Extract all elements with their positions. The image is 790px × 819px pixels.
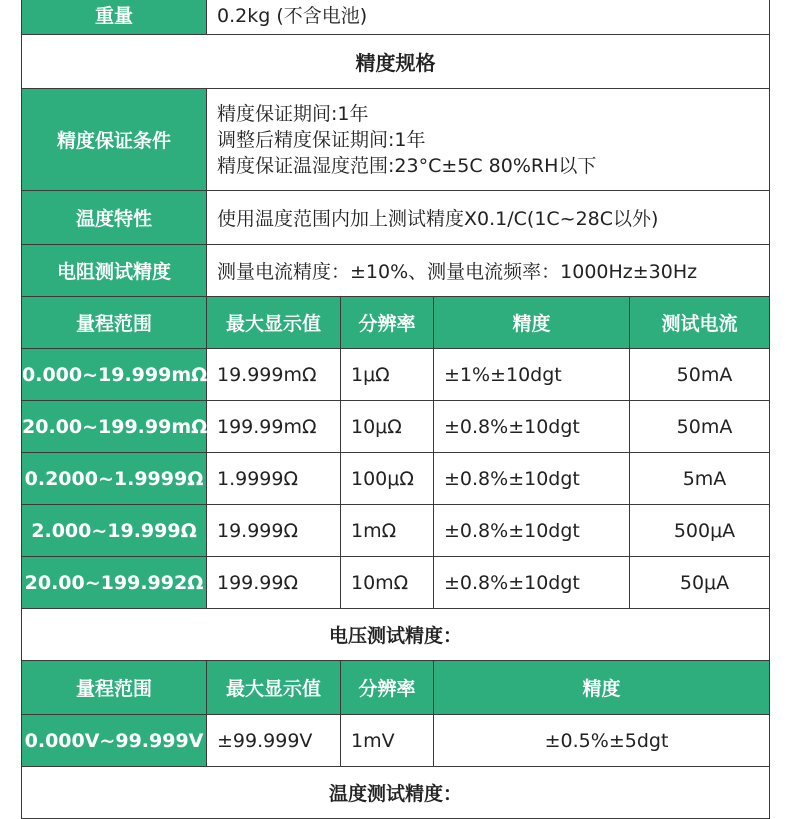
resistance-header-row xyxy=(22,297,770,349)
range-cell: 0.000~19.999mΩ xyxy=(22,349,207,401)
header-test-current: 测试电流 xyxy=(630,297,770,349)
max-display-cell: 19.999mΩ xyxy=(207,349,341,401)
header-accuracy: 精度 xyxy=(434,297,630,349)
accuracy-conditions-label: 精度保证条件 xyxy=(22,89,207,191)
range-cell: 20.00~199.992Ω xyxy=(22,557,207,609)
range-cell: 0.2000~1.9999Ω xyxy=(22,453,207,505)
header-max-display: 最大显示值 xyxy=(207,661,341,715)
header-resolution: 分辨率 xyxy=(341,661,434,715)
max-display-cell: 199.99Ω xyxy=(207,557,341,609)
temperature-accuracy-title: 温度测试精度： xyxy=(22,767,770,819)
accuracy-conditions-value xyxy=(207,89,770,191)
accuracy-cell: ±0.8%±10dgt xyxy=(434,401,630,453)
header-range: 量程范围 xyxy=(22,297,207,349)
condition-line: 精度保证温湿度范围:23°C±5C 80%RH以下 xyxy=(217,154,597,177)
accuracy-cell: ±0.8%±10dgt xyxy=(434,557,630,609)
resolution-cell: 100μΩ xyxy=(341,453,434,505)
range-cell: 0.000V~99.999V xyxy=(22,715,207,767)
test-current-cell: 50mA xyxy=(630,349,770,401)
weight-label: 重量 xyxy=(22,0,207,35)
resolution-cell: 10μΩ xyxy=(341,401,434,453)
max-display-cell: ±99.999V xyxy=(207,715,341,767)
resolution-cell: 1mΩ xyxy=(341,505,434,557)
weight-value: 0.2kg (不含电池) xyxy=(207,0,770,35)
voltage-title-row xyxy=(22,609,770,661)
test-current-cell: 50μA xyxy=(630,557,770,609)
condition-line: 调整后精度保证期间:1年 xyxy=(217,128,426,151)
range-cell: 20.00~199.99mΩ xyxy=(22,401,207,453)
max-display-cell: 199.99mΩ xyxy=(207,401,341,453)
table-row xyxy=(22,715,770,767)
temp-characteristic-label: 温度特性 xyxy=(22,191,207,245)
resistance-accuracy-row xyxy=(22,245,770,297)
table-row xyxy=(22,401,770,453)
spec-sheet xyxy=(21,0,769,819)
spec-table xyxy=(21,0,770,819)
max-display-cell: 19.999Ω xyxy=(207,505,341,557)
table-row xyxy=(22,453,770,505)
test-current-cell: 50mA xyxy=(630,401,770,453)
test-current-cell: 500μA xyxy=(630,505,770,557)
range-cell: 2.000~19.999Ω xyxy=(22,505,207,557)
temp-characteristic-value: 使用温度范围内加上测试精度X0.1/C(1C~28C以外) xyxy=(207,191,770,245)
header-range: 量程范围 xyxy=(22,661,207,715)
accuracy-cell: ±0.8%±10dgt xyxy=(434,505,630,557)
table-row xyxy=(22,557,770,609)
accuracy-cell: ±0.8%±10dgt xyxy=(434,453,630,505)
header-accuracy: 精度 xyxy=(434,661,770,715)
accuracy-cell: ±1%±10dgt xyxy=(434,349,630,401)
weight-row xyxy=(22,0,770,35)
table-row xyxy=(22,349,770,401)
resistance-accuracy-label: 电阻测试精度 xyxy=(22,245,207,297)
accuracy-cell: ±0.5%±5dgt xyxy=(434,715,770,767)
temperature-title-row xyxy=(22,767,770,819)
resistance-accuracy-value: 测量电流精度：±10%、测量电流频率：1000Hz±30Hz xyxy=(207,245,770,297)
max-display-cell: 1.9999Ω xyxy=(207,453,341,505)
temp-characteristic-row xyxy=(22,191,770,245)
accuracy-spec-row xyxy=(22,35,770,89)
resolution-cell: 1mV xyxy=(341,715,434,767)
header-resolution: 分辨率 xyxy=(341,297,434,349)
table-row xyxy=(22,505,770,557)
resolution-cell: 1μΩ xyxy=(341,349,434,401)
test-current-cell: 5mA xyxy=(630,453,770,505)
accuracy-conditions-row xyxy=(22,89,770,191)
condition-line: 精度保证期间:1年 xyxy=(217,102,369,125)
voltage-accuracy-title: 电压测试精度： xyxy=(22,609,770,661)
resolution-cell: 10mΩ xyxy=(341,557,434,609)
accuracy-spec-title: 精度规格 xyxy=(22,35,770,89)
header-max-display: 最大显示值 xyxy=(207,297,341,349)
voltage-header-row xyxy=(22,661,770,715)
